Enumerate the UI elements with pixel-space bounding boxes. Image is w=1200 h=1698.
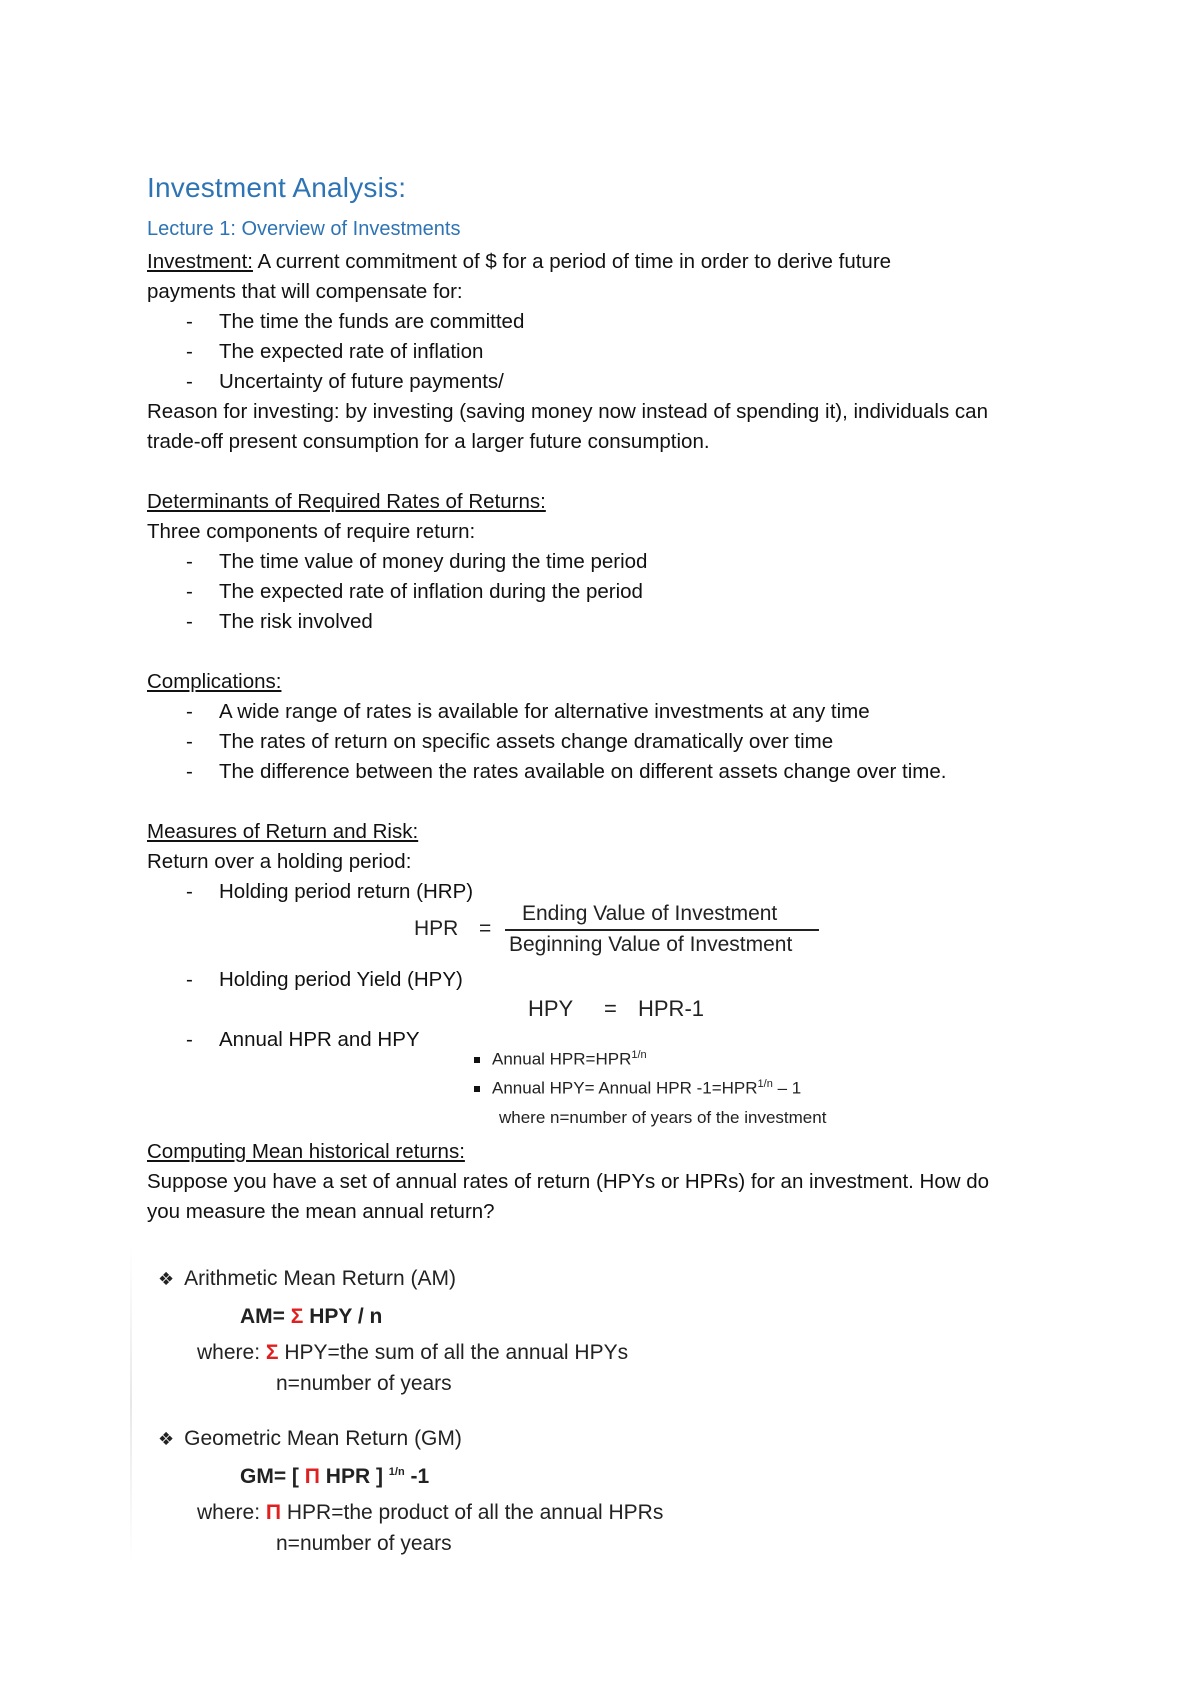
investment-definition-line2: payments that will compensate for:: [147, 280, 463, 303]
annual-where-line: where n=number of years of the investment: [499, 1108, 827, 1127]
am-title-line: ❖ Arithmetic Mean Return (AM): [158, 1267, 457, 1290]
am-where: where: Σ HPY=the sum of all the annual HPYs: [197, 1341, 629, 1364]
square-bullet-icon: [474, 1086, 480, 1092]
fraction-bar: [505, 929, 819, 931]
gm-n-line: n=number of years: [276, 1532, 452, 1555]
computing-text-line1: Suppose you have a set of annual rates of return (HPYs or HPRs) for an investment. How do: [147, 1170, 990, 1193]
hpr-equals: =: [479, 917, 492, 940]
determinants-heading: Determinants of Required Rates of Returns:: [147, 490, 546, 513]
computing-heading: Computing Mean historical returns:: [147, 1140, 465, 1163]
page-title: Investment Analysis:: [147, 172, 407, 203]
investment-definition-line1: Investment: A current commitment of $ for a period of time in order to derive future: [147, 250, 892, 273]
computing-text-line2: you measure the mean annual return?: [147, 1200, 495, 1223]
investment-term: Investment:: [147, 250, 253, 273]
image-edge: [130, 1244, 132, 1564]
gm-formula: GM= [ Π HPR ] $^{1/n}$ -1: [240, 1465, 430, 1488]
reason-line2: trade-off present consumption for a larger future consumption.: [147, 430, 710, 453]
hpr-denominator: Beginning Value of Investment: [509, 933, 793, 956]
hpy-formula-rhs: HPR-1: [638, 996, 705, 1021]
gm-title-line: ❖ Geometric Mean Return (GM): [158, 1427, 462, 1450]
measures-intro: Return over a holding period:: [147, 850, 412, 873]
determinants-intro: Three components of require return:: [147, 520, 476, 543]
annual-hpr-line: Annual $HPR=HPR^{1/n}$: [474, 1049, 647, 1070]
measures-heading: Measures of Return and Risk:: [147, 820, 419, 843]
lecture-heading: Lecture 1: Overview of Investments: [147, 218, 461, 240]
diamond-bullet-icon: ❖: [158, 1429, 175, 1449]
square-bullet-icon: [474, 1057, 480, 1063]
complications-heading: Complications:: [147, 670, 282, 693]
hpr-numerator: Ending Value of Investment: [522, 902, 778, 925]
hpy-formula-lhs: HPY: [528, 996, 574, 1021]
sigma-symbol: Σ: [265, 1341, 279, 1364]
annual-hpy-line: Annual HPY= Annual HPR $-1=HPR^{1/n} - 1$: [474, 1078, 801, 1099]
am-formula: AM= Σ HPY / n: [240, 1305, 383, 1328]
reason-line1: Reason for investing: by investing (saving money now instead of spending it), individuals can: [147, 400, 988, 423]
pi-symbol: Π: [304, 1465, 320, 1488]
hpy-equals: =: [604, 996, 617, 1021]
hpr-formula-lhs: HPR: [414, 917, 459, 940]
diamond-bullet-icon: ❖: [158, 1269, 175, 1289]
pi-symbol: Π: [265, 1501, 282, 1524]
sigma-symbol: Σ: [290, 1305, 304, 1328]
gm-where: where: Π HPR=the product of all the annual HPRs: [197, 1501, 664, 1524]
am-n-line: n=number of years: [276, 1372, 452, 1395]
